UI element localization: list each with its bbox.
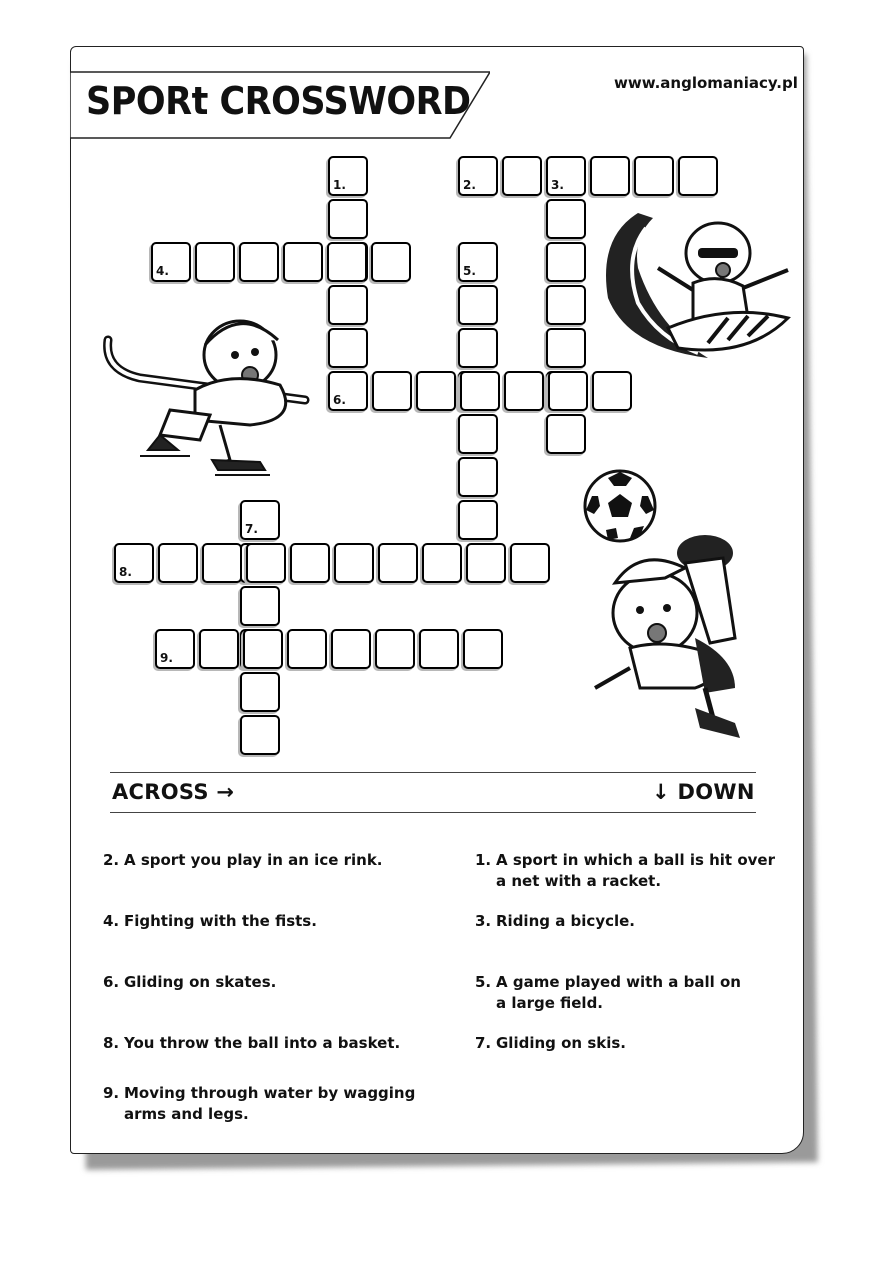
- crossword-cell[interactable]: [240, 500, 280, 540]
- crossword-cell[interactable]: [371, 242, 411, 282]
- crossword-cell[interactable]: [463, 629, 503, 669]
- crossword-cell[interactable]: [327, 242, 367, 282]
- crossword-cell[interactable]: [372, 371, 412, 411]
- across-heading: [112, 780, 234, 804]
- clue-number: 1.: [333, 178, 346, 192]
- crossword-cell[interactable]: [502, 156, 542, 196]
- clue-number: 7.: [245, 522, 258, 536]
- crossword-cell[interactable]: [240, 586, 280, 626]
- crossword-cell[interactable]: [458, 156, 498, 196]
- crossword-cell[interactable]: [546, 156, 586, 196]
- crossword-cell[interactable]: [466, 543, 506, 583]
- crossword-cell[interactable]: [634, 156, 674, 196]
- across-label: ACROSS: [112, 780, 209, 804]
- across-clue: 8. You throw the ball into a basket.: [103, 1034, 401, 1052]
- down-heading: [652, 780, 755, 804]
- crossword-cell[interactable]: [458, 242, 498, 282]
- crossword-cell[interactable]: [458, 328, 498, 368]
- crossword-cell[interactable]: [328, 156, 368, 196]
- crossword-cell[interactable]: [283, 242, 323, 282]
- crossword-cell[interactable]: [202, 543, 242, 583]
- crossword-cell[interactable]: [546, 414, 586, 454]
- across-clue: 4. Fighting with the fists.: [103, 912, 317, 930]
- crossword-cell[interactable]: [592, 371, 632, 411]
- crossword-cell[interactable]: [546, 285, 586, 325]
- crossword-cell[interactable]: [246, 543, 286, 583]
- crossword-cell[interactable]: [334, 543, 374, 583]
- crossword-cell[interactable]: [239, 242, 279, 282]
- crossword-cell[interactable]: [510, 543, 550, 583]
- crossword-cell[interactable]: [375, 629, 415, 669]
- bottom-divider: [110, 812, 756, 813]
- crossword-cell[interactable]: [504, 371, 544, 411]
- across-clue: 6. Gliding on skates.: [103, 973, 277, 991]
- crossword-cell[interactable]: [287, 629, 327, 669]
- crossword-cell[interactable]: [458, 414, 498, 454]
- crossword-cell[interactable]: [328, 371, 368, 411]
- top-divider: [110, 772, 756, 773]
- crossword-cell[interactable]: [328, 285, 368, 325]
- clue-number: 2.: [463, 178, 476, 192]
- hockey-player-icon: [100, 300, 310, 480]
- crossword-cell[interactable]: [546, 328, 586, 368]
- clue-number: 6.: [333, 393, 346, 407]
- clue-number: 3.: [551, 178, 564, 192]
- crossword-cell[interactable]: [678, 156, 718, 196]
- crossword-cell[interactable]: [419, 629, 459, 669]
- crossword-cell[interactable]: [331, 629, 371, 669]
- down-clue: 7. Gliding on skis.: [475, 1034, 626, 1052]
- crossword-cell[interactable]: [155, 629, 195, 669]
- down-clue: 1. A sport in which a ball is hit over a net with a racket.: [475, 851, 775, 890]
- crossword-cell[interactable]: [243, 629, 283, 669]
- down-clue: 3. Riding a bicycle.: [475, 912, 636, 930]
- across-clue: 2. A sport you play in an ice rink.: [103, 851, 383, 869]
- crossword-cell[interactable]: [590, 156, 630, 196]
- crossword-cell[interactable]: [151, 242, 191, 282]
- clue-number: 9.: [160, 651, 173, 665]
- down-arrow-icon: ↓: [652, 780, 670, 804]
- down-label: DOWN: [677, 780, 755, 804]
- crossword-cell[interactable]: [416, 371, 456, 411]
- right-arrow-icon: →: [216, 780, 235, 804]
- crossword-cell[interactable]: [240, 715, 280, 755]
- crossword-cell[interactable]: [195, 242, 235, 282]
- crossword-cell[interactable]: [328, 328, 368, 368]
- crossword-cell[interactable]: [240, 672, 280, 712]
- page-title: SPORt CROSSWORD: [86, 80, 471, 124]
- clue-number: 5.: [463, 264, 476, 278]
- soccer-player-icon: [585, 528, 755, 743]
- clue-number: 4.: [156, 264, 169, 278]
- crossword-cell[interactable]: [458, 500, 498, 540]
- crossword-cell[interactable]: [199, 629, 239, 669]
- crossword-cell[interactable]: [422, 543, 462, 583]
- clue-number: 8.: [119, 565, 132, 579]
- crossword-cell[interactable]: [328, 199, 368, 239]
- crossword-cell[interactable]: [460, 371, 500, 411]
- across-clue: 9. Moving through water by wagging arms and legs.: [103, 1084, 416, 1123]
- crossword-cell[interactable]: [290, 543, 330, 583]
- crossword-cell[interactable]: [548, 371, 588, 411]
- crossword-cell[interactable]: [378, 543, 418, 583]
- crossword-cell[interactable]: [546, 199, 586, 239]
- crossword-cell[interactable]: [158, 543, 198, 583]
- crossword-cell[interactable]: [114, 543, 154, 583]
- crossword-cell[interactable]: [458, 285, 498, 325]
- crossword-cell[interactable]: [546, 242, 586, 282]
- down-clue: 5. A game played with a ball on a large field.: [475, 973, 741, 1012]
- crossword-cell[interactable]: [458, 457, 498, 497]
- surfer-icon: [598, 208, 803, 368]
- website-url: www.anglomaniacy.pl: [614, 74, 798, 92]
